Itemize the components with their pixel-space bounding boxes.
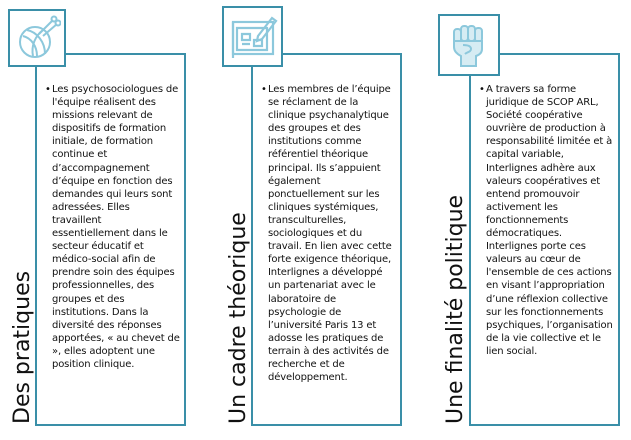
text-line: valeurs coopératives et	[486, 175, 601, 187]
text-line: forte exigence théorique,	[268, 254, 392, 266]
text-line: psychologie de	[268, 306, 342, 318]
blueprint-pencil-icon	[228, 12, 278, 62]
text-line: • Les membres de l’équipe	[261, 83, 392, 96]
text-line: secteur éducatif et	[52, 241, 144, 253]
raised-fist-icon	[451, 23, 487, 67]
column-title: Une finalité politique	[443, 194, 468, 424]
text-line: institutions comme	[268, 136, 362, 148]
bullet-text	[261, 83, 392, 384]
text-line: fonctionnements	[486, 214, 569, 226]
text-line: transculturelles,	[268, 214, 347, 226]
text-line: activement les	[486, 201, 558, 213]
text-line: capital variable,	[486, 149, 564, 161]
text-line: développement.	[268, 372, 348, 384]
yarn-ball-icon	[13, 14, 61, 62]
text-line: prendre soin des équipes	[52, 267, 175, 279]
icon-box	[222, 6, 283, 67]
text-line: terrain à des activités de	[268, 345, 389, 357]
text-line: travail. En lien avec cette	[268, 241, 392, 253]
text-line: », elles adoptent une	[52, 345, 155, 357]
text-line: • Les psychosociologues de	[45, 83, 180, 96]
text-line: entend promouvoir	[486, 188, 580, 200]
text-line: clinique psychanalytique	[268, 110, 389, 122]
text-box	[35, 53, 186, 426]
text-line: en visant l’appropriation	[486, 280, 605, 292]
text-line: Interlignes porte ces	[486, 241, 586, 253]
text-line: • A travers sa forme	[479, 83, 613, 96]
text-line: démocratiques.	[486, 228, 562, 240]
text-line: sur les fonctionnements	[486, 306, 604, 318]
text-line: adressées. Elles	[52, 201, 130, 213]
text-line: également	[268, 175, 321, 187]
text-line: continue et	[52, 149, 108, 161]
text-line: lien social.	[486, 345, 538, 357]
text-line: sociologiques et du	[268, 228, 363, 240]
text-line: l’université Paris 13 et	[268, 319, 377, 331]
text-line: cliniques systémiques,	[268, 201, 379, 213]
text-line: ponctuellement sur les	[268, 188, 380, 200]
text-line: l'équipe réalisent des	[52, 97, 156, 109]
column-title: Un cadre théorique	[226, 212, 251, 424]
text-line: Interlignes adhère aux	[486, 162, 596, 174]
text-line: principal. Ils s’appuient	[268, 162, 381, 174]
text-line: professionnelles, des	[52, 280, 155, 292]
text-line: apportées, « au chevet de	[52, 332, 180, 344]
text-line: position clinique.	[52, 358, 135, 370]
text-line: Interlignes a développé	[268, 267, 383, 279]
text-line: valeurs au cœur de	[486, 254, 581, 266]
bullet-text	[479, 83, 613, 358]
text-line: médico-social afin de	[52, 254, 156, 266]
text-line: essentiellement dans le	[52, 228, 168, 240]
text-line: d’accompagnement	[52, 162, 150, 174]
text-line: l'ensemble de ces actions	[486, 267, 612, 279]
text-line: laboratoire de	[268, 293, 337, 305]
text-line: un partenariat avec le	[268, 280, 376, 292]
text-line: référentiel théorique	[268, 149, 369, 161]
icon-box	[8, 9, 66, 67]
text-line: travaillent	[52, 214, 102, 226]
text-line: recherche et de	[268, 358, 345, 370]
text-box	[469, 53, 620, 426]
text-line: demandes qui leurs sont	[52, 188, 173, 200]
text-line: initiale, de formation	[52, 136, 153, 148]
text-line: d’une réflexion collective	[486, 293, 608, 305]
text-line: responsabilité limitée et à	[486, 136, 613, 148]
bullet-text	[45, 83, 180, 371]
text-line: groupes et des	[52, 293, 125, 305]
text-line: juridique de SCOP ARL,	[486, 97, 599, 109]
column-title: Des pratiques	[10, 270, 35, 424]
text-line: de la vie collective et le	[486, 332, 601, 344]
text-line: se réclament de la	[268, 97, 359, 109]
text-line: Société coopérative	[486, 110, 583, 122]
text-line: des groupes et des	[268, 123, 361, 135]
text-line: diversité des réponses	[52, 319, 162, 331]
text-line: adosse les pratiques de	[268, 332, 384, 344]
text-line: dispositifs de formation	[52, 123, 167, 135]
text-line: ouvrière de production à	[486, 123, 606, 135]
text-line: psychiques, l’organisation	[486, 319, 613, 331]
text-box	[251, 53, 402, 426]
text-line: missions relevant de	[52, 110, 153, 122]
icon-box	[438, 14, 500, 76]
text-line: institutions. Dans la	[52, 306, 149, 318]
text-line: d’équipe en fonction des	[52, 175, 173, 187]
